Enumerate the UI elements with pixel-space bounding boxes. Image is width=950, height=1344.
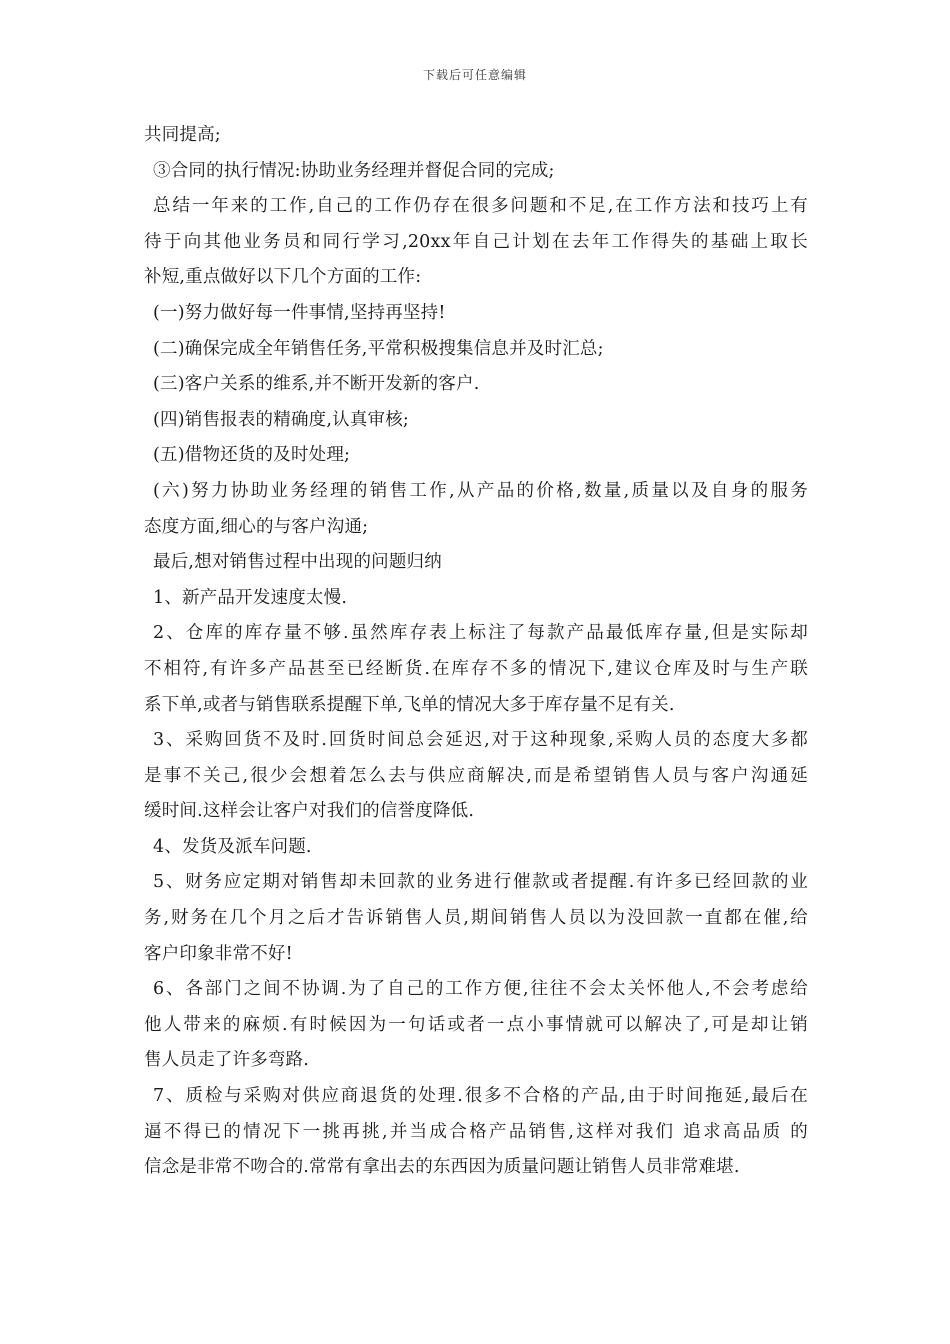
text-line: 客户印象非常不好! bbox=[144, 943, 293, 964]
text-line: (一)努力做好每一件事情,坚持再坚持! bbox=[153, 302, 446, 323]
text-line: 共同提高; bbox=[144, 125, 221, 145]
text-line: (四)销售报表的精确度,认真审核; bbox=[153, 409, 410, 430]
text-line: 是事不关己,很少会想着怎么去与供应商解决,而是希望销售人员与客户沟通延 bbox=[144, 765, 808, 786]
text-line: 他人带来的麻烦.有时候因为一句话或者一点小事情就可以解决了,可是却让销 bbox=[144, 1014, 808, 1035]
text-line: 6、各部门之间不协调.为了自己的工作方便,往往不会太关怀他人,不会考虑给 bbox=[153, 979, 808, 1000]
header-note: 下载后可任意编辑 bbox=[422, 68, 527, 82]
text-line: ③合同的执行情况:协助业务经理并督促合同的完成; bbox=[153, 160, 555, 181]
text-line: 补短,重点做好以下几个方面的工作: bbox=[144, 267, 422, 288]
text-line: 4、发货及派车问题. bbox=[153, 836, 312, 857]
text-line: 缓时间.这样会让客户对我们的信誉度降低. bbox=[144, 801, 475, 822]
text-line: 最后,想对销售过程中出现的问题归纳 bbox=[153, 552, 442, 573]
body-text bbox=[144, 118, 808, 1186]
text-line: 务,财务在几个月之后才告诉销售人员,期间销售人员以为没回款一直都在催,给 bbox=[144, 908, 808, 929]
text-line: (五)借物还货的及时处理; bbox=[153, 445, 351, 466]
text-line: 售人员走了许多弯路. bbox=[144, 1050, 310, 1071]
text-line: 系下单,或者与销售联系提醒下单,飞单的情况大多于库存量不足有关. bbox=[144, 694, 675, 715]
text-line: 逼不得已的情况下一挑再挑,并当成合格产品销售,这样对我们 追求高品质 的 bbox=[144, 1121, 808, 1142]
text-line: 待于向其他业务员和同行学习,20xx年自己计划在去年工作得失的基础上取长 bbox=[144, 231, 808, 252]
text-line: 5、财务应定期对销售却未回款的业务进行催款或者提醒.有许多已经回款的业 bbox=[153, 872, 808, 893]
text-line: 信念是非常不吻合的.常常有拿出去的东西因为质量问题让销售人员非常难堪. bbox=[144, 1157, 740, 1178]
text-line: 1、新产品开发速度太慢. bbox=[153, 587, 348, 608]
text-line: 7、质检与采购对供应商退货的处理.很多不合格的产品,由于时间拖延,最后在 bbox=[153, 1086, 808, 1107]
text-line: 2、仓库的库存量不够.虽然库存表上标注了每款产品最低库存量,但是实际却 bbox=[153, 623, 808, 644]
text-line: 3、采购回货不及时.回货时间总会延迟,对于这种现象,采购人员的态度大多都 bbox=[153, 730, 808, 751]
text-line: 不相符,有许多产品甚至已经断货.在库存不多的情况下,建议仓库及时与生产联 bbox=[144, 658, 808, 679]
text-line: 总结一年来的工作,自己的工作仍存在很多问题和不足,在工作方法和技巧上有 bbox=[153, 196, 808, 217]
text-line: 态度方面,细心的与客户沟通; bbox=[144, 516, 369, 537]
text-line: (三)客户关系的维系,并不断开发新的客户. bbox=[153, 374, 480, 395]
text-line: (二)确保完成全年销售任务,平常积极搜集信息并及时汇总; bbox=[153, 338, 604, 359]
text-line: (六)努力协助业务经理的销售工作,从产品的价格,数量,质量以及自身的服务 bbox=[153, 480, 808, 501]
